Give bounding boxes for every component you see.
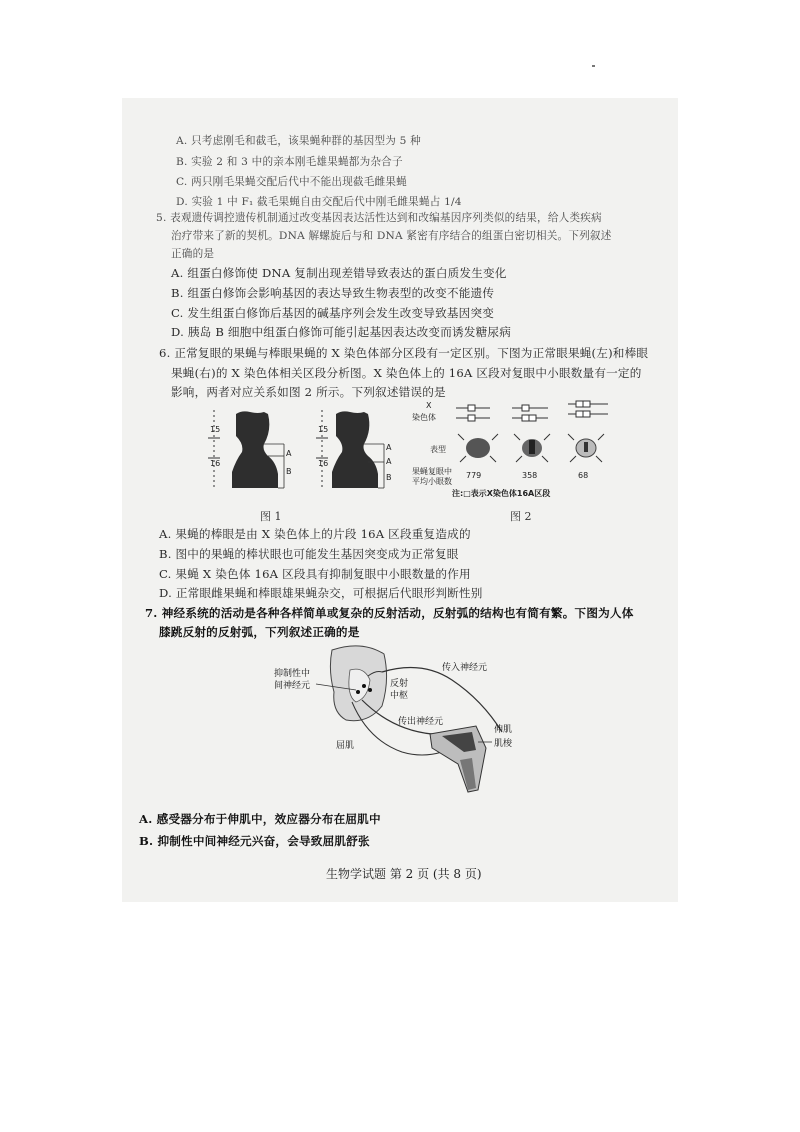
q5-stem-line-1: 5. 表观遗传调控遗传机制通过改变基因表达活性达到和改编基因序列类似的结果，给人类疾病 xyxy=(156,212,602,224)
fig1-left-label-15: 15 xyxy=(210,425,221,434)
fig1-right-label-15: 15 xyxy=(318,425,329,434)
q5-stem-line-2: 治疗带来了新的契机。DNA 解螺旋后与和 DNA 紧密有序结合的组蛋白密切相关。下列叙述 xyxy=(171,230,612,242)
q5-option-d: D. 胰岛 B 细胞中组蛋白修饰可能引起基因表达改变而诱发糖尿病 xyxy=(171,325,511,339)
label-efferent: 传出神经元 xyxy=(398,717,444,727)
figure-1-chromosome xyxy=(200,400,410,530)
fig2-note: 注:□表示X染色体16A区段 xyxy=(452,489,551,498)
q5-option-a: A. 组蛋白修饰使 DNA 复制出现差错导致表达的蛋白质发生变化 xyxy=(171,266,507,280)
q7-stem-line-2: 膝跳反射的反射弧，下列叙述正确的是 xyxy=(159,625,360,639)
fig1-right-label-16: 16 xyxy=(318,459,329,468)
label-extensor: 伸肌 xyxy=(494,725,513,735)
fig2-count-bar: 358 xyxy=(522,471,538,480)
q6-stem-line-3: 影响，两者对应关系如图 2 所示。下列叙述错误的是 xyxy=(171,385,446,399)
fig1-right-label-a1: A xyxy=(386,443,392,452)
q6-option-c: C. 果蝇 X 染色体 16A 区段具有抑制复眼中小眼数量的作用 xyxy=(159,567,471,581)
q7-stem-line-1: 7. 神经系统的活动是各种各样简单或复杂的反射活动，反射弧的结构也有简有繁。下图为人体 xyxy=(145,606,634,620)
q4-option-a: A. 只考虑刚毛和截毛，该果蝇种群的基因型为 5 种 xyxy=(176,135,421,147)
fig1-right-label-b: B xyxy=(386,473,392,482)
q6-stem-line-2: 果蝇(右)的 X 染色体相关区段分析图。X 染色体上的 16A 区段对复眼中小眼数量有一定的 xyxy=(171,366,642,380)
label-inhibitory-2: 间神经元 xyxy=(274,681,311,691)
normal-eye-icon xyxy=(458,434,498,462)
q4-option-b: B. 实验 2 和 3 中的亲本刚毛雄果蝇都为杂合子 xyxy=(176,156,403,168)
figure-2-eye-table xyxy=(408,396,628,506)
q6-option-b: B. 图中的果蝇的棒状眼也可能发生基因突变成为正常复眼 xyxy=(159,547,459,561)
label-inhibitory-1: 抑制性中 xyxy=(274,669,311,679)
fig1-left-label-b: B xyxy=(286,467,292,476)
label-afferent: 传入神经元 xyxy=(442,663,488,673)
fig1-left-label-16: 16 xyxy=(210,459,221,468)
label-flexor: 屈肌 xyxy=(336,741,355,751)
label-center-2: 中枢 xyxy=(390,691,409,701)
label-center-1: 反射 xyxy=(390,679,409,689)
label-spindle: 肌梭 xyxy=(494,739,513,749)
page-footer: 生物学试题 第 2 页 (共 8 页) xyxy=(326,867,482,881)
q6-stem-line-1: 6. 正常复眼的果蝇与棒眼果蝇的 X 染色体部分区段有一定区别。下图为正常眼果蝇(左)和棒眼 xyxy=(159,346,649,360)
reflex-arc-diagram xyxy=(272,640,532,800)
fig2-row-count-2: 平均小眼数 xyxy=(412,477,452,486)
fig2-row-chromosome: 染色体 xyxy=(412,413,436,422)
fig2-row-x: X xyxy=(426,401,432,410)
fig2-row-phenotype: 表型 xyxy=(430,445,446,454)
q6-option-a: A. 果蝇的棒眼是由 X 染色体上的片段 16A 区段重复造成的 xyxy=(159,527,471,541)
double-bar-eye-icon xyxy=(568,434,604,462)
figure-2-caption: 图 2 xyxy=(510,510,532,523)
q5-stem-line-3: 正确的是 xyxy=(171,248,215,260)
q5-option-b: B. 组蛋白修饰会影响基因的表达导致生物表型的改变不能遗传 xyxy=(171,286,495,300)
q4-option-d: D. 实验 1 中 F₁ 截毛果蝇自由交配后代中刚毛雌果蝇占 1/4 xyxy=(176,196,462,208)
q7-option-a: A. 感受器分布于伸肌中，效应器分布在屈肌中 xyxy=(139,812,381,826)
fig2-row-count-1: 果蝇复眼中 xyxy=(412,467,452,476)
fig2-count-normal: 779 xyxy=(466,471,482,480)
fig1-right-label-a2: A xyxy=(386,457,392,466)
q6-option-d: D. 正常眼雌果蝇和棒眼雄果蝇杂交，可根据后代眼形判断性别 xyxy=(159,586,483,600)
bar-eye-icon xyxy=(514,434,550,462)
fig1-left-label-a: A xyxy=(286,449,292,458)
q4-option-c: C. 两只刚毛果蝇交配后代中不能出现截毛雌果蝇 xyxy=(176,176,407,188)
scan-speck xyxy=(592,65,595,67)
q5-option-c: C. 发生组蛋白修饰后基因的碱基序列会发生改变导致基因突变 xyxy=(171,306,495,320)
q7-option-b: B. 抑制性中间神经元兴奋，会导致屈肌舒张 xyxy=(139,834,370,848)
figure-1-caption: 图 1 xyxy=(260,510,282,523)
fig2-count-double-bar: 68 xyxy=(578,471,589,480)
